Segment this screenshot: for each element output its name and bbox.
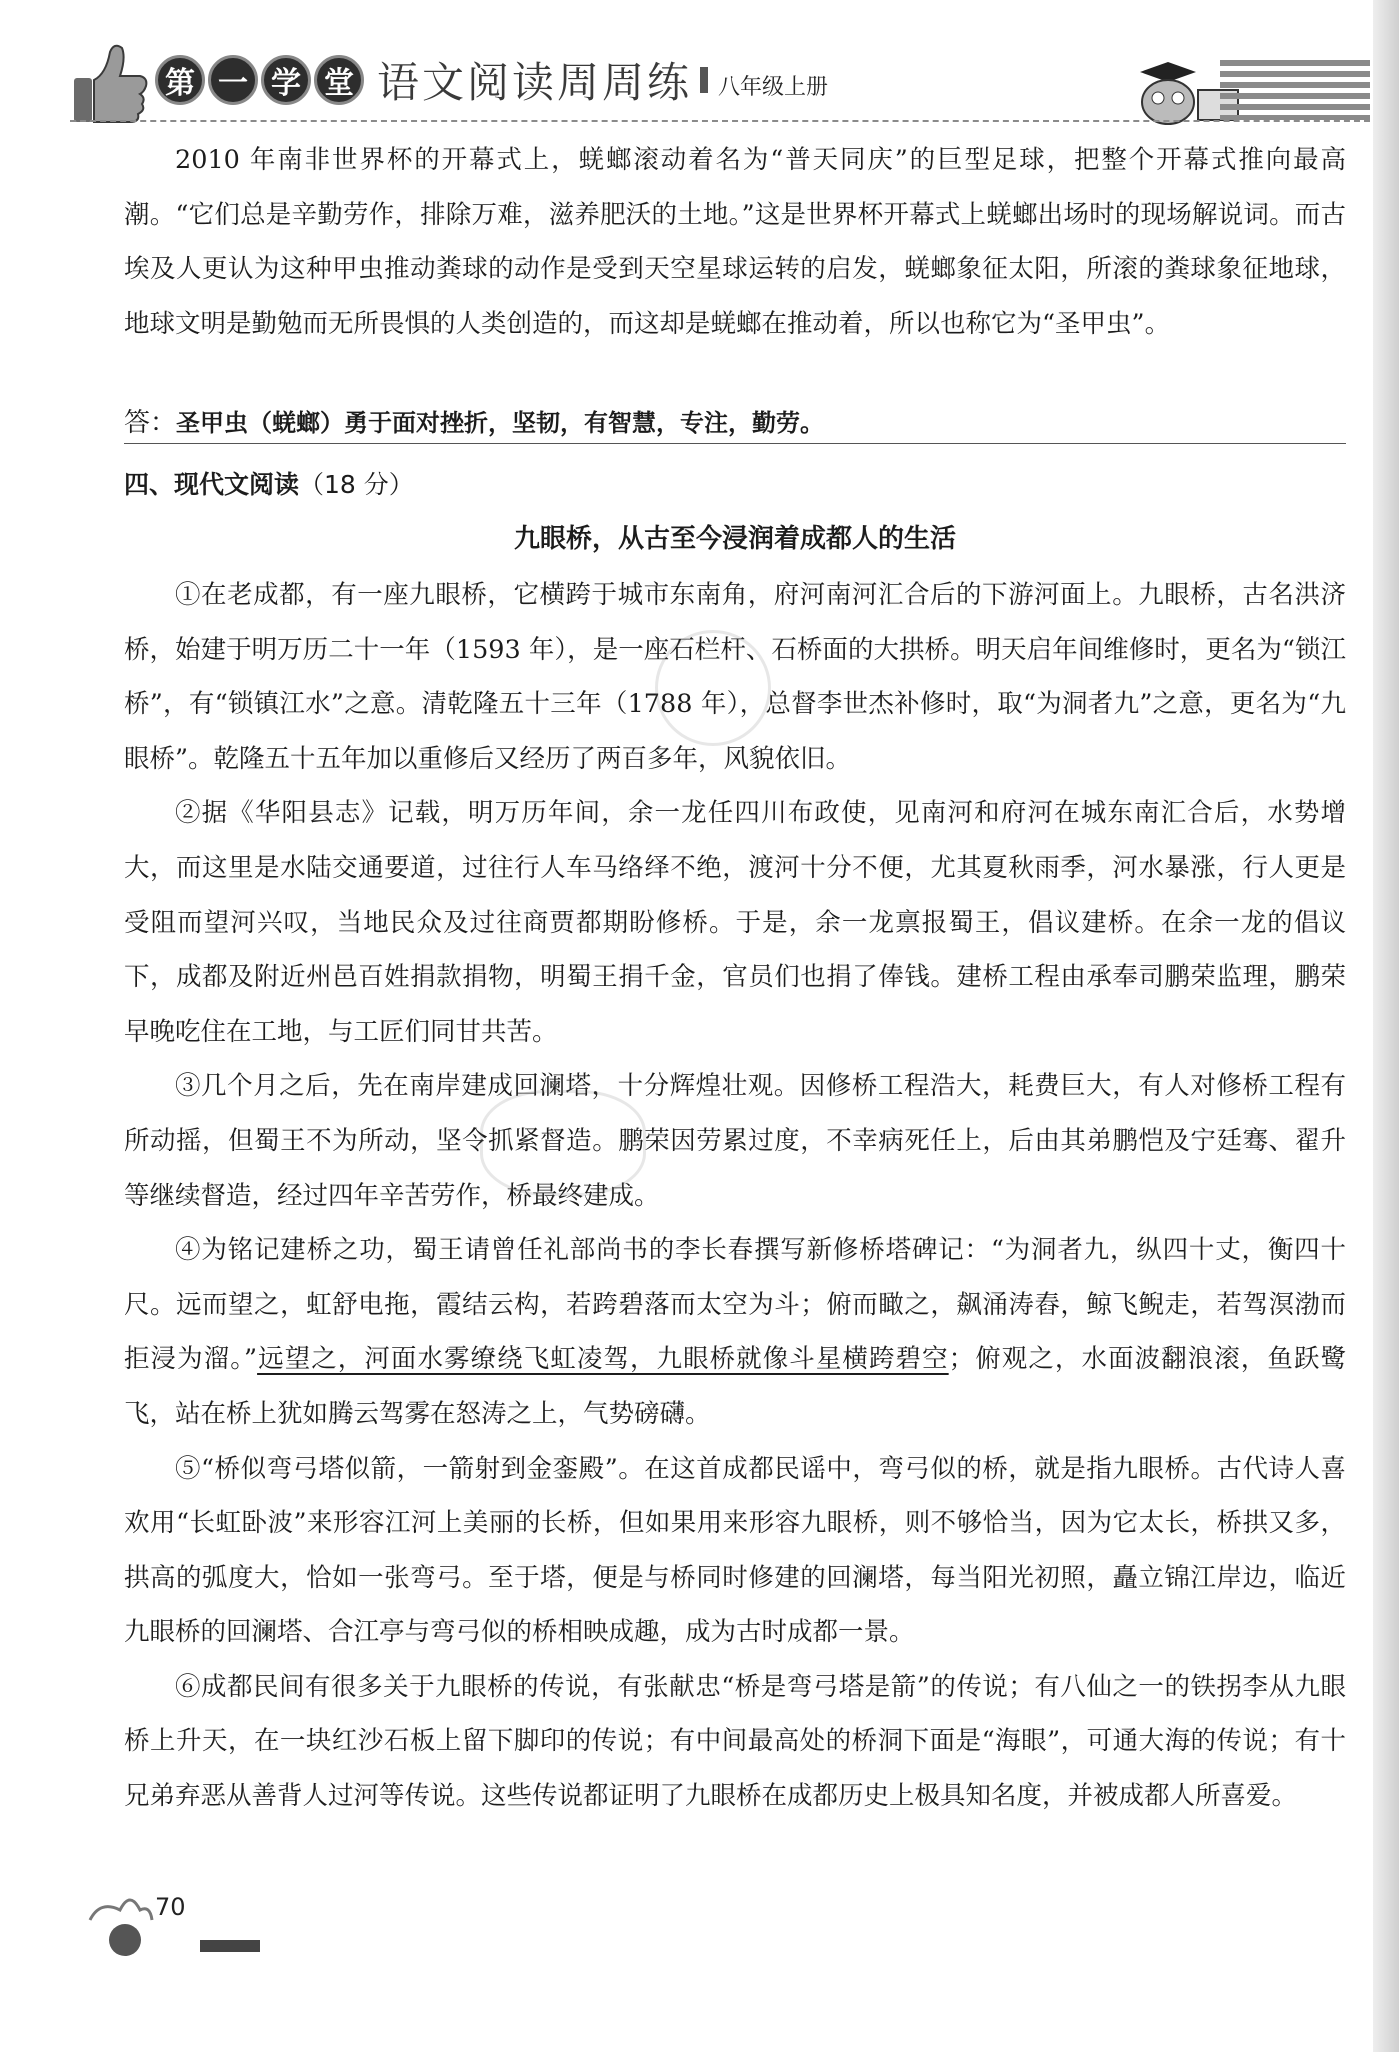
article-paragraph-1: ①在老成都，有一座九眼桥，它横跨于城市东南角，府河南河汇合后的下游河面上。九眼桥，古名洪济桥，始建于明万历二十一年（1593 年），是一座石栏杆、石桥面的大拱桥。明天启年间维修时，更名为“锁江桥”，有“锁镇江水”之意。清乾隆五十三年（1788 年），总督李世杰补修时，取“为洞者九”之意，更名为“九眼桥”。乾隆五十五年加以重修后又经历了两百多年，风貌依旧。	[124, 580, 1346, 774]
p4-underlined-sentence: 远望之，河面水雾缭绕飞虹凌驾，九眼桥就像斗星横跨碧空	[257, 1344, 949, 1375]
section-title: 四、现代文阅读	[124, 470, 300, 499]
brand-char-4: 堂	[314, 55, 364, 105]
thumbs-up-icon	[70, 38, 150, 128]
brand	[155, 50, 828, 110]
section-score: （18 分）	[299, 470, 414, 499]
p4-quote: ④为铭记建桥之功，蜀王请曾任礼部尚书的李长春撰写新修桥塔碑记：“为洞者九，纵四十丈，衡四十尺。远而望之，虹舒电拖，霞结云构，若跨碧落而太空为斗；俯而瞰之，飙涌涛舂，鲸飞鲵走，若驾溟渤而拒浸为溜。”	[124, 1235, 1346, 1375]
book-title: 语文阅读周周练	[377, 58, 693, 107]
header-dashed-rule	[70, 120, 1370, 122]
article-paragraph-4	[124, 1223, 1346, 1441]
grade-label: 八年级上册	[718, 74, 829, 100]
page-edge-shadow	[1373, 0, 1399, 2052]
article-paragraph-2: ②据《华阳县志》记载，明万历年间，余一龙任四川布政使，见南河和府河在城东南汇合后，水势增大，而这里是水陆交通要道，过往行人车马络绎不绝，渡河十分不便，尤其夏秋雨季，河水暴涨，行人更是受阻而望河兴叹，当地民众及过往商贾都期盼修桥。于是，余一龙禀报蜀王，倡议建桥。在余一龙的倡议下，成都及附近州邑百姓捐款捐物，明蜀王捐千金，官员们也捐了俸钱。建桥工程由承奉司鹏荣监理，鹏荣早晚吃住在工地，与工匠们同甘共苦。	[124, 798, 1346, 1047]
section-heading	[124, 465, 414, 501]
brand-char-3: 学	[261, 55, 311, 105]
grade-divider	[700, 67, 708, 93]
header-stripes	[1220, 60, 1370, 120]
answer-label: 答：	[124, 408, 177, 438]
article-title: 九眼桥，从古至今浸润着成都人的生活	[513, 524, 956, 554]
article-paragraph-5: ⑤“桥似弯弓塔似箭，一箭射到金銮殿”。在这首成都民谣中，弯弓似的桥，就是指九眼桥。古代诗人喜欢用“长虹卧波”来形容江河上美丽的长桥，但如果用来形容九眼桥，则不够恰当，因为它太长，桥拱又多，拱高的弧度大，恰如一张弯弓。至于塔，便是与桥同时修建的回澜塔，每当阳光初照，矗立锦江岸边，临近九眼桥的回澜塔、合江亭与弯弓似的桥相映成趣，成为古时成都一景。	[124, 1453, 1346, 1648]
page-number: 70	[155, 1893, 186, 1921]
answer-text: 圣甲虫（蜣螂）勇于面对挫折，坚韧，有智慧，专注，勤劳。	[176, 409, 825, 437]
article-body	[124, 568, 1346, 1824]
answer-line	[124, 403, 1346, 444]
article-paragraph-3: ③几个月之后，先在南岸建成回澜塔，十分辉煌壮观。因修桥工程浩大，耗费巨大，有人对修桥工程有所动摇，但蜀王不为所动，坚令抓紧督造。鹏荣因劳累过度，不幸病死任上，后由其弟鹏恺及宁廷骞、翟升等继续督造，经过四年辛苦劳作，桥最终建成。	[124, 1071, 1346, 1211]
brand-char-1: 第	[155, 55, 205, 105]
watermark-stamp	[480, 1090, 646, 1196]
article-paragraph-6: ⑥成都民间有很多关于九眼桥的传说，有张献忠“桥是弯弓塔是箭”的传说；有八仙之一的铁拐李从九眼桥上升天，在一块红沙石板上留下脚印的传说；有中间最高处的桥洞下面是“海眼”，可通大海的传说；有十兄弟弃恶从善背人过河等传说。这些传说都证明了九眼桥在成都历史上极具知名度，并被成都人所喜爱。	[124, 1671, 1346, 1812]
intro-paragraph: 2010 年南非世界杯的开幕式上，蜣螂滚动着名为“普天同庆”的巨型足球，把整个开幕式推向最高潮。“它们总是辛勤劳作，排除万难，滋养肥沃的土地。”这是世界杯开幕式上蜣螂出场时的现场解说词。而古埃及人更认为这种甲虫推动粪球的动作是受到天空星球运转的启发，蜣螂象征太阳，所滚的粪球象征地球，地球文明是勤勉而无所畏惧的人类创造的，而这却是蜣螂在推动着，所以也称它为“圣甲虫”。	[124, 145, 1346, 339]
page-header	[70, 20, 1370, 130]
brand-char-2: 一	[208, 55, 258, 105]
p4-tail: ；俯观之，水面波翻浪滚，鱼跃鹭飞，站在桥上犹如腾云驾雾在怒涛之上，气势磅礴。	[124, 1344, 1346, 1429]
watermark-stamp	[655, 630, 771, 746]
intro-passage	[124, 133, 1346, 351]
